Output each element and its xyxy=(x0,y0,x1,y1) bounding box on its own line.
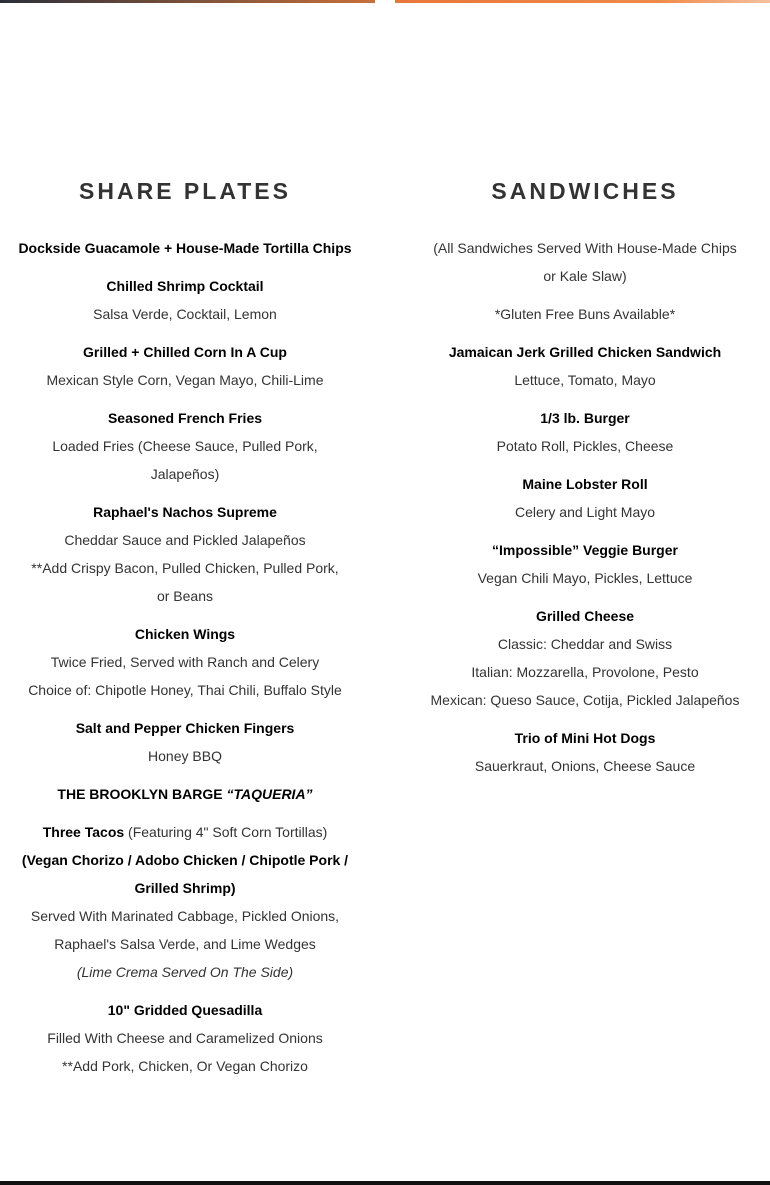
item-description: Salsa Verde, Cocktail, Lemon xyxy=(93,306,277,322)
menu-item-burger xyxy=(410,404,760,460)
item-name: Salt and Pepper Chicken Fingers xyxy=(75,720,295,736)
gluten-free-note xyxy=(410,300,760,328)
item-side-note: (Lime Crema Served On The Side) xyxy=(76,964,294,980)
item-note: (Featuring 4" Soft Corn Tortillas) xyxy=(128,824,328,840)
item-description: Potato Roll, Pickles, Cheese xyxy=(496,438,674,454)
item-name: Raphael's Nachos Supreme xyxy=(93,504,277,520)
item-name: Chilled Shrimp Cocktail xyxy=(106,278,264,294)
item-description: Filled With Cheese and Caramelized Onions xyxy=(47,1030,323,1046)
item-name: Maine Lobster Roll xyxy=(522,476,648,492)
item-description: Loaded Fries (Cheese Sauce, Pulled Pork, xyxy=(52,438,318,454)
taqueria-emphasis: “TAQUERIA” xyxy=(226,786,313,802)
item-name: Trio of Mini Hot Dogs xyxy=(514,730,656,746)
item-name: “Impossible” Veggie Burger xyxy=(492,542,678,558)
taqueria-subheading xyxy=(10,780,360,808)
item-description: Served With Marinated Cabbage, Pickled Onions, xyxy=(30,908,340,924)
menu-item-grilled-cheese xyxy=(410,602,760,714)
intro-text: or Kale Slaw) xyxy=(543,268,627,284)
item-addon: or Beans xyxy=(156,588,214,604)
item-name: Grilled Cheese xyxy=(535,608,635,624)
menu-item-veggie-burger xyxy=(410,536,760,592)
item-description: Mexican Style Corn, Vegan Mayo, Chili-Lime xyxy=(46,372,324,388)
item-name: Seasoned French Fries xyxy=(107,410,263,426)
item-name: Grilled + Chilled Corn In A Cup xyxy=(83,344,287,360)
menu-item-jerk-chicken xyxy=(410,338,760,394)
sandwiches-section xyxy=(410,168,760,790)
sandwiches-heading: SANDWICHES xyxy=(491,178,679,204)
menu-item-shrimp-cocktail xyxy=(10,272,360,328)
taqueria-label: THE BROOKLYN BARGE xyxy=(57,786,223,802)
menu-item-french-fries xyxy=(10,404,360,488)
item-description: Vegan Chili Mayo, Pickles, Lettuce xyxy=(477,570,693,586)
item-fillings: Grilled Shrimp) xyxy=(134,880,236,896)
item-description: Cheddar Sauce and Pickled Jalapeños xyxy=(64,532,306,548)
item-name: 10" Gridded Quesadilla xyxy=(107,1002,263,1018)
sandwiches-photo xyxy=(395,0,770,3)
item-name: 1/3 lb. Burger xyxy=(540,410,630,426)
item-name: Jamaican Jerk Grilled Chicken Sandwich xyxy=(448,344,722,360)
gf-note-text: *Gluten Free Buns Available* xyxy=(494,306,676,322)
item-description: Honey BBQ xyxy=(148,748,222,764)
menu-item-hot-dogs xyxy=(410,724,760,780)
item-variant: Mexican: Queso Sauce, Cotija, Pickled Jalapeños xyxy=(430,692,740,708)
item-description: Celery and Light Mayo xyxy=(514,504,656,520)
menu-item-lobster-roll xyxy=(410,470,760,526)
menu-item-corn-cup xyxy=(10,338,360,394)
intro-text: (All Sandwiches Served With House-Made Chips xyxy=(433,240,737,256)
item-addon: **Add Pork, Chicken, Or Vegan Chorizo xyxy=(62,1058,308,1074)
item-name: Chicken Wings xyxy=(134,626,236,642)
menu-item-three-tacos xyxy=(10,818,360,986)
item-description: Twice Fried, Served with Ranch and Celery xyxy=(50,654,320,670)
menu-item-guacamole xyxy=(10,234,360,262)
item-addon: **Add Crispy Bacon, Pulled Chicken, Pulled Pork, xyxy=(31,560,339,576)
menu-item-chicken-fingers xyxy=(10,714,360,770)
item-description: Raphael's Salsa Verde, and Lime Wedges xyxy=(54,936,316,952)
menu-item-nachos xyxy=(10,498,360,610)
share-plates-photo xyxy=(0,0,375,3)
footer-divider xyxy=(0,1181,770,1185)
item-name: Dockside Guacamole + House-Made Tortilla Chips xyxy=(18,240,352,256)
item-name: Three Tacos xyxy=(42,824,125,840)
item-fillings: (Vegan Chorizo / Adobo Chicken / Chipotle Pork / xyxy=(21,852,349,868)
sandwiches-intro xyxy=(410,234,760,290)
item-choice: Choice of: Chipotle Honey, Thai Chili, Buffalo Style xyxy=(28,682,342,698)
share-plates-heading: SHARE PLATES xyxy=(79,178,291,204)
menu-item-quesadilla xyxy=(10,996,360,1080)
menu-item-chicken-wings xyxy=(10,620,360,704)
item-variant: Italian: Mozzarella, Provolone, Pesto xyxy=(471,664,699,680)
share-plates-section xyxy=(10,168,360,1090)
item-description: Lettuce, Tomato, Mayo xyxy=(514,372,656,388)
item-variant: Classic: Cheddar and Swiss xyxy=(497,636,673,652)
item-description: Jalapeños) xyxy=(150,466,220,482)
item-description: Sauerkraut, Onions, Cheese Sauce xyxy=(474,758,696,774)
